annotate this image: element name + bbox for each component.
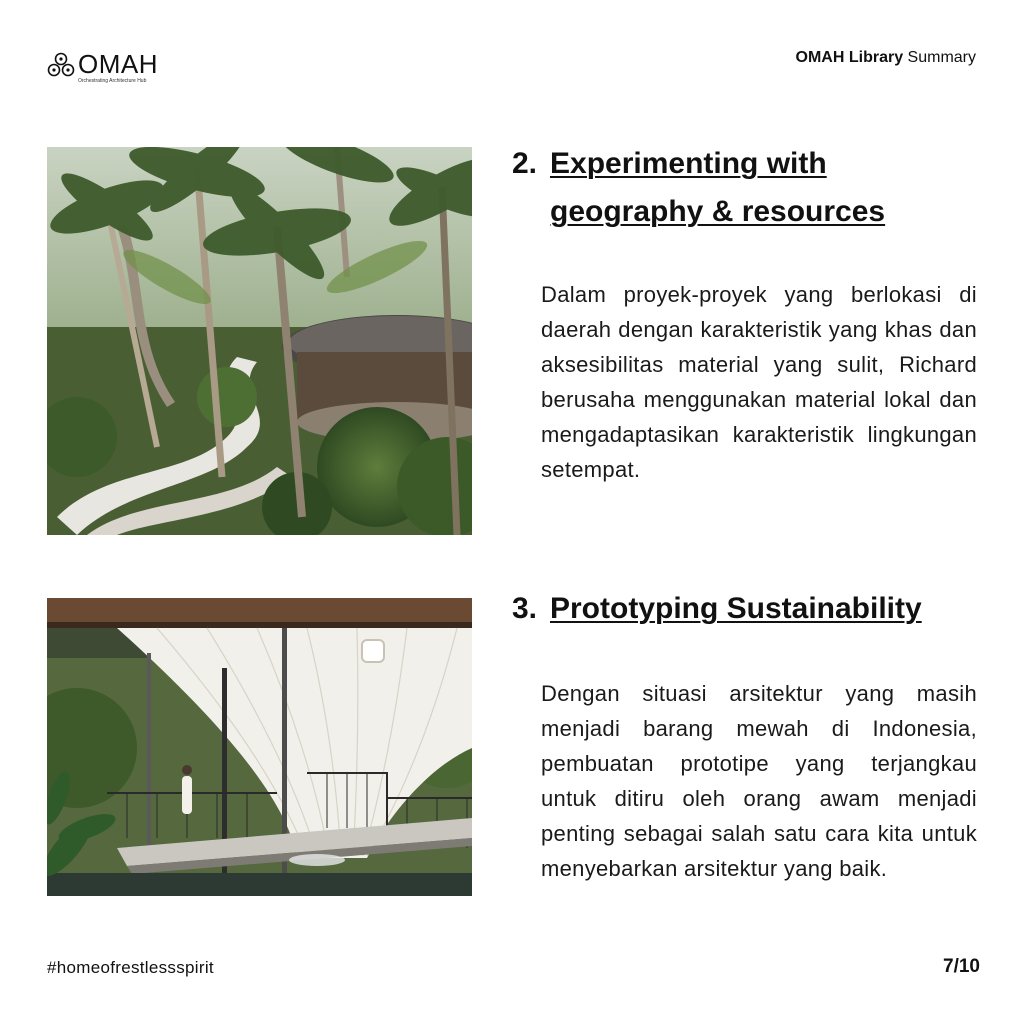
section-3-number: 3. bbox=[512, 592, 538, 625]
section-2-number: 2. bbox=[512, 147, 538, 180]
section-3-body: Dengan situasi arsitektur yang masih menjadi barang mewah di Indonesia, pembuatan prototipe yang terjangkau untuk ditiru oleh orang awam menjadi penting sebagai salah satu cara kita untuk menyebarkan arsitektur yang baik. bbox=[541, 681, 977, 881]
header-title-rest: Summary bbox=[907, 49, 976, 66]
section-3-title: Prototyping Sustainability bbox=[550, 592, 922, 625]
triple-circle-logo-icon bbox=[46, 52, 76, 78]
brand-logo bbox=[46, 48, 176, 88]
section-2-heading bbox=[512, 140, 885, 236]
section-3-heading bbox=[512, 585, 922, 633]
photo-pavilion-interior bbox=[47, 598, 472, 896]
brand-name: OMAH bbox=[78, 49, 158, 79]
brand-tagline: Orchestrating Architecture Hub bbox=[78, 78, 147, 84]
section-2-title-line1: Experimenting with bbox=[550, 147, 827, 180]
header-title-bold: OMAH Library bbox=[795, 49, 904, 66]
page-header-title bbox=[796, 49, 976, 67]
page-number: 7/10 bbox=[943, 956, 980, 977]
photo-palm-landscape bbox=[47, 147, 472, 535]
section-2-body: Dalam proyek-proyek yang berlokasi di daerah dengan karakteristik yang khas dan aksesibilitas material yang sulit, Richard berusaha menggunakan material lokal dan mengadaptasikan karakteristik lingkungan setempat. bbox=[541, 282, 977, 482]
footer-hashtag: #homeofrestlessspirit bbox=[47, 958, 214, 977]
section-2-title-line2: geography & resources bbox=[550, 195, 886, 228]
